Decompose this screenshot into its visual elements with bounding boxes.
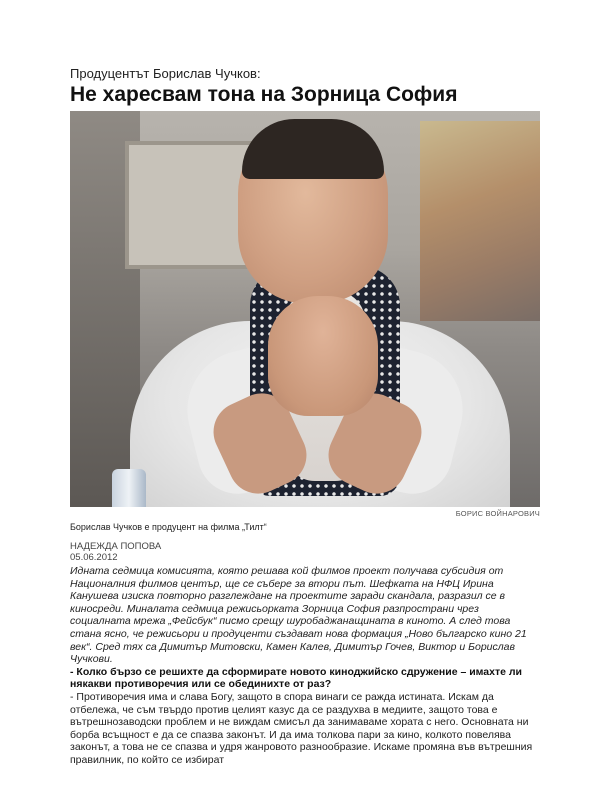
- article-author: НАДЕЖДА ПОПОВА: [70, 541, 162, 552]
- article-date: 05.06.2012: [70, 552, 118, 563]
- article: [70, 66, 540, 767]
- photo-hair: [242, 119, 384, 179]
- article-headline: Не харесвам тона на Зорница София: [70, 83, 458, 106]
- article-kicker: Продуцентът Борислав Чучков:: [70, 66, 261, 81]
- photo-hands: [268, 296, 378, 416]
- interview-question: - Колко бързо се решихте да сформирате новото киноджийско сдружение – имахте ли някакви противоречия или се обединихте от раз?: [70, 665, 523, 691]
- photo-wall-frame: [125, 141, 253, 269]
- interview-answer: - Противоречия има и слава Богу, защото в спора винаги се ражда истината. Искам да отбележа, че съм твърдо против целият казус да се раздухва в медиите, защото това е вътрешнозаводски проблем и не виждам смисъл да занимаваме хората с него. Основната ни борба всъщност е да се спазва законът. И да има толкова пари за кино, колкото повелява законът, а това не се спазва и удря жанровото разнообразие. Искаме промяна във вътрешния правилник, по който се избират: [70, 690, 533, 766]
- photo-bottle: [112, 469, 146, 507]
- article-lead: Идната седмица комисията, която решава кой филмов проект получава субсидия от Националния филмов център, ще се събере за втори път. Шефката на НФЦ Ирина Канушева изиска повторно разглеждане на проектите заради скандала, разразил се в киносреди. Миналата седмица режисьорката Зорница София разпространи чрез социалната мрежа „Фейсбук“ писмо срещу шуробаджанащината в киното. А след това стана ясно, че режисьори и продуценти създават нова формация „Ново българско кино 21 век“. Сред тях са Димитър Митовски, Камен Калев, Димитър Гочев, Виктор и Борислав Чучкови.: [70, 565, 527, 666]
- photo-wall-poster: [420, 121, 540, 321]
- photo-credit: БОРИС ВОЙНАРОВИЧ: [455, 509, 540, 518]
- article-photo: [70, 111, 540, 507]
- photo-caption: Борислав Чучков е продуцент на филма „Тилт“: [70, 522, 267, 532]
